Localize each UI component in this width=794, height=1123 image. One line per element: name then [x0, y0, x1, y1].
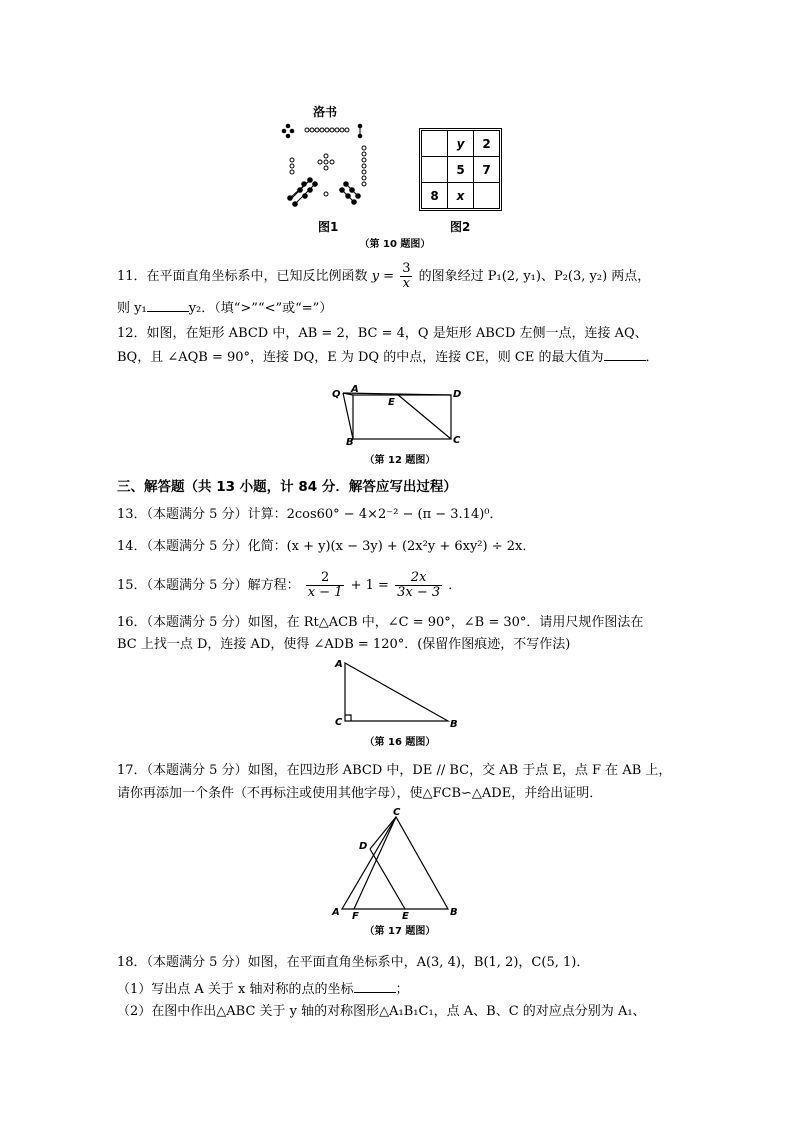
q17-line2: 请你再添加一个条件（不再标注或使用其他字母），使△FCB∽△ADE，并给出证明．	[117, 786, 603, 801]
label-E: E	[402, 911, 409, 920]
label-Q: Q	[332, 389, 341, 400]
fig10-label1: 图1	[318, 220, 339, 234]
label-A: A	[351, 384, 359, 395]
q18-line1: 18．（本题满分 5 分）如图，在平面直角坐标系中，A(3, 4)，B(1, 2)，C(5, 1)．	[117, 955, 590, 970]
q12-line2	[117, 348, 687, 367]
label-A: A	[332, 907, 340, 918]
fig16-diagram	[330, 655, 465, 730]
q15-mid: + 1 =	[350, 578, 389, 593]
label-E: E	[388, 397, 395, 408]
grid-cell: 2	[474, 131, 500, 157]
frac-den: x − 1	[307, 585, 343, 600]
frac-num: 2x	[395, 571, 442, 586]
q11-text: 11．在平面直角坐标系中，已知反比例函数	[117, 269, 368, 284]
q15-fraction1	[306, 571, 345, 600]
q18-text: （1）写出点 A 关于 x 轴对称的点的坐标	[117, 982, 354, 997]
frac-den: 3x − 3	[397, 585, 441, 600]
label-D: D	[359, 841, 368, 852]
label-C: C	[453, 435, 461, 445]
q11-fraction	[400, 262, 412, 291]
q18-text-end: ；	[395, 982, 409, 997]
label-F: F	[352, 911, 359, 920]
grid-cell	[474, 183, 500, 209]
luoshu-dots-top	[305, 128, 349, 132]
q13: 13．（本题满分 5 分）计算：2cos60° − 4×2⁻² − (π − 3.14)⁰．	[117, 507, 503, 522]
fig12-caption: （第 12 题图）	[364, 455, 436, 466]
q18-line3: （2）在图中作出△ABC 关于 y 轴的对称图形△A₁B₁C₁，点 A、B、C 的对应点分别为 A₁、	[117, 1004, 646, 1019]
q12-answer-blank[interactable]	[604, 348, 646, 361]
q15-text: 15．（本题满分 5 分）解方程：	[117, 578, 300, 593]
magic-square-grid	[421, 130, 500, 209]
label-C: C	[393, 807, 401, 818]
grid-cell: x	[448, 183, 474, 209]
label-A: A	[335, 659, 343, 670]
frac-den: x	[402, 276, 411, 291]
q12-line1: 12．如图，在矩形 ABCD 中，AB = 2，BC = 4，Q 是矩形 ABCD 左侧一点，连接 AQ、	[117, 326, 648, 341]
label-D: D	[453, 389, 462, 400]
frac-num: 2	[306, 571, 345, 586]
label-B: B	[450, 907, 458, 918]
q11-text2: 的图象经过 P₁(2, y₁)、P₂(3, y₂) 两点，	[418, 269, 651, 284]
label-B: B	[346, 437, 354, 445]
grid-cell: 8	[422, 183, 448, 209]
q16-line2: BC 上找一点 D，连接 AD，使得 ∠ADB = 120°．(保留作图痕迹，不写作法)	[117, 637, 571, 652]
q14: 14．（本题满分 5 分）化简：(x + y)(x − 3y) + (2x²y + 6xy²) ÷ 2x．	[117, 539, 536, 554]
q11-answer-blank[interactable]	[147, 299, 189, 312]
q11-func: y =	[371, 269, 395, 284]
q11-text3: 则 y₁	[117, 301, 147, 316]
frac-num: 3	[402, 261, 411, 276]
q18-answer-blank[interactable]	[354, 980, 396, 993]
fig12-diagram	[330, 383, 470, 445]
fig17-caption: （第 17 题图）	[364, 926, 436, 937]
grid-cell	[422, 157, 448, 183]
grid-cell: 7	[474, 157, 500, 183]
fig10-title: 洛书	[313, 105, 338, 119]
luoshu-figure	[280, 118, 390, 216]
q12-text: BQ，且 ∠AQB = 90°，连接 DQ，E 为 DQ 的中点，连接 CE，则 CE 的最大值为	[117, 350, 604, 365]
fig10-caption: （第 10 题图）	[359, 239, 431, 250]
grid-cell: y	[448, 131, 474, 157]
fig17-diagram	[330, 805, 465, 920]
q15-fraction2	[395, 571, 442, 600]
fig16-caption: （第 16 题图）	[364, 737, 436, 748]
q11-text4: y₂．（填“>”“<”或“=”）	[188, 301, 333, 316]
section3-heading: 三、解答题（共 13 小题，计 84 分．解答应写出过程）	[117, 479, 457, 495]
grid-cell: 5	[448, 157, 474, 183]
q17-line1: 17．（本题满分 5 分）如图，在四边形 ABCD 中，DE // BC，交 AB 于点 E，点 F 在 AB 上，	[117, 763, 672, 778]
q18-line2	[117, 980, 687, 999]
q12-text-end: ．	[645, 350, 659, 365]
q11-line1	[117, 262, 687, 291]
q16-line1: 16．（本题满分 5 分）如图，在 Rt△ACB 中，∠C = 90°，∠B = 30°．请用尺规作图法在	[117, 615, 644, 630]
q15	[117, 568, 687, 604]
q15-end: ．	[448, 578, 462, 593]
label-B: B	[450, 719, 458, 730]
grid-cell	[422, 131, 448, 157]
label-C: C	[335, 717, 343, 728]
fig10-label2: 图2	[450, 220, 471, 234]
q11-line2	[117, 299, 687, 318]
